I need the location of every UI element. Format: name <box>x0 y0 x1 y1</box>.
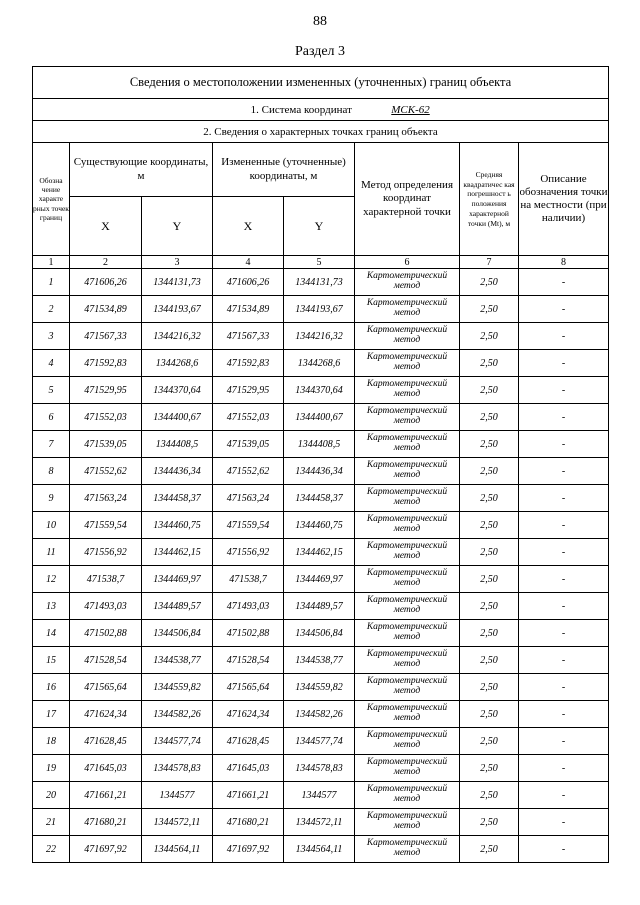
description-cell: - <box>519 485 609 512</box>
column-number: 5 <box>284 256 355 269</box>
method-cell: Картометрический метод <box>355 593 460 620</box>
point-number-cell: 22 <box>33 836 70 863</box>
accuracy-cell: 2,50 <box>460 566 519 593</box>
changed-x-cell: 471563,24 <box>213 485 284 512</box>
page-number: 88 <box>313 14 327 29</box>
changed-x-cell: 471539,05 <box>213 431 284 458</box>
coord-system-value: МСК-62 <box>391 103 430 116</box>
method-cell: Картометрический метод <box>355 836 460 863</box>
existing-y-cell: 1344577,74 <box>142 728 213 755</box>
existing-y-cell: 1344131,73 <box>142 269 213 296</box>
table-row <box>33 269 609 296</box>
changed-x-cell: 471556,92 <box>213 539 284 566</box>
table-row <box>33 458 609 485</box>
header-existing: Существующие координаты, м <box>70 143 213 197</box>
changed-y-cell: 1344408,5 <box>284 431 355 458</box>
changed-y-cell: 1344538,77 <box>284 647 355 674</box>
accuracy-cell: 2,50 <box>460 350 519 377</box>
description-cell: - <box>519 755 609 782</box>
method-cell: Картометрический метод <box>355 431 460 458</box>
description-cell: - <box>519 296 609 323</box>
accuracy-cell: 2,50 <box>460 539 519 566</box>
column-number: 2 <box>70 256 142 269</box>
method-cell: Картометрический метод <box>355 701 460 728</box>
existing-x-cell: 471606,26 <box>70 269 142 296</box>
changed-x-cell: 471493,03 <box>213 593 284 620</box>
changed-x-cell: 471567,33 <box>213 323 284 350</box>
table-row <box>33 701 609 728</box>
changed-x-cell: 471697,92 <box>213 836 284 863</box>
description-cell: - <box>519 701 609 728</box>
changed-x-cell: 471528,54 <box>213 647 284 674</box>
existing-y-cell: 1344216,32 <box>142 323 213 350</box>
existing-y-cell: 1344400,67 <box>142 404 213 431</box>
coord-system-row <box>33 99 609 121</box>
existing-y-cell: 1344506,84 <box>142 620 213 647</box>
accuracy-cell: 2,50 <box>460 431 519 458</box>
changed-x-cell: 471592,83 <box>213 350 284 377</box>
coord-system-label: 1. Система координат <box>250 103 352 116</box>
changed-y-cell: 1344462,15 <box>284 539 355 566</box>
accuracy-cell: 2,50 <box>460 809 519 836</box>
existing-x-cell: 471539,05 <box>70 431 142 458</box>
table-row <box>33 323 609 350</box>
header-method: Метод определения координат характерной точки <box>355 143 460 256</box>
table-row <box>33 485 609 512</box>
description-cell: - <box>519 431 609 458</box>
existing-y-cell: 1344572,11 <box>142 809 213 836</box>
accuracy-cell: 2,50 <box>460 323 519 350</box>
accuracy-cell: 2,50 <box>460 728 519 755</box>
table-title: Сведения о местоположении измененных (уточненных) границ объекта <box>33 67 609 99</box>
existing-x-cell: 471528,54 <box>70 647 142 674</box>
description-cell: - <box>519 782 609 809</box>
point-number-cell: 20 <box>33 782 70 809</box>
header-designation: Обозна чение характе рных точек границ <box>33 143 70 256</box>
column-number: 4 <box>213 256 284 269</box>
accuracy-cell: 2,50 <box>460 755 519 782</box>
changed-y-cell: 1344460,75 <box>284 512 355 539</box>
description-cell: - <box>519 620 609 647</box>
changed-y-cell: 1344458,37 <box>284 485 355 512</box>
column-number: 7 <box>460 256 519 269</box>
description-cell: - <box>519 593 609 620</box>
method-cell: Картометрический метод <box>355 350 460 377</box>
points-heading: 2. Сведения о характерных точках границ объекта <box>33 121 609 143</box>
accuracy-cell: 2,50 <box>460 512 519 539</box>
changed-y-cell: 1344400,67 <box>284 404 355 431</box>
existing-y-cell: 1344538,77 <box>142 647 213 674</box>
existing-y-cell: 1344489,57 <box>142 593 213 620</box>
existing-y-cell: 1344268,6 <box>142 350 213 377</box>
existing-x-cell: 471592,83 <box>70 350 142 377</box>
existing-y-cell: 1344370,64 <box>142 377 213 404</box>
existing-x-cell: 471552,03 <box>70 404 142 431</box>
changed-y-cell: 1344489,57 <box>284 593 355 620</box>
accuracy-cell: 2,50 <box>460 782 519 809</box>
existing-y-cell: 1344582,26 <box>142 701 213 728</box>
existing-x-cell: 471565,64 <box>70 674 142 701</box>
point-number-cell: 13 <box>33 593 70 620</box>
changed-y-cell: 1344216,32 <box>284 323 355 350</box>
existing-x-cell: 471502,88 <box>70 620 142 647</box>
method-cell: Картометрический метод <box>355 728 460 755</box>
method-cell: Картометрический метод <box>355 485 460 512</box>
changed-y-cell: 1344506,84 <box>284 620 355 647</box>
method-cell: Картометрический метод <box>355 512 460 539</box>
changed-y-cell: 1344559,82 <box>284 674 355 701</box>
existing-y-cell: 1344564,11 <box>142 836 213 863</box>
changed-y-cell: 1344582,26 <box>284 701 355 728</box>
table-row <box>33 593 609 620</box>
description-cell: - <box>519 836 609 863</box>
accuracy-cell: 2,50 <box>460 701 519 728</box>
existing-x-cell: 471556,92 <box>70 539 142 566</box>
existing-x-cell: 471567,33 <box>70 323 142 350</box>
accuracy-cell: 2,50 <box>460 593 519 620</box>
table-row <box>33 728 609 755</box>
point-number-cell: 19 <box>33 755 70 782</box>
column-number: 6 <box>355 256 460 269</box>
header-y-existing: Y <box>142 197 213 256</box>
method-cell: Картометрический метод <box>355 323 460 350</box>
changed-x-cell: 471661,21 <box>213 782 284 809</box>
existing-y-cell: 1344408,5 <box>142 431 213 458</box>
point-number-cell: 5 <box>33 377 70 404</box>
description-cell: - <box>519 647 609 674</box>
changed-x-cell: 471552,03 <box>213 404 284 431</box>
description-cell: - <box>519 350 609 377</box>
table-row <box>33 647 609 674</box>
point-number-cell: 1 <box>33 269 70 296</box>
description-cell: - <box>519 458 609 485</box>
existing-y-cell: 1344436,34 <box>142 458 213 485</box>
changed-y-cell: 1344436,34 <box>284 458 355 485</box>
point-number-cell: 16 <box>33 674 70 701</box>
changed-x-cell: 471538,7 <box>213 566 284 593</box>
table-row <box>33 755 609 782</box>
point-number-cell: 18 <box>33 728 70 755</box>
existing-x-cell: 471552,62 <box>70 458 142 485</box>
table-row <box>33 674 609 701</box>
existing-y-cell: 1344460,75 <box>142 512 213 539</box>
accuracy-cell: 2,50 <box>460 674 519 701</box>
point-number-cell: 14 <box>33 620 70 647</box>
method-cell: Картометрический метод <box>355 539 460 566</box>
changed-x-cell: 471680,21 <box>213 809 284 836</box>
table-row <box>33 404 609 431</box>
existing-x-cell: 471559,54 <box>70 512 142 539</box>
existing-y-cell: 1344559,82 <box>142 674 213 701</box>
description-cell: - <box>519 566 609 593</box>
changed-x-cell: 471534,89 <box>213 296 284 323</box>
existing-x-cell: 471697,92 <box>70 836 142 863</box>
header-description: Описание обозначения точки на местности (при наличии) <box>519 143 609 256</box>
changed-y-cell: 1344131,73 <box>284 269 355 296</box>
changed-y-cell: 1344469,97 <box>284 566 355 593</box>
accuracy-cell: 2,50 <box>460 836 519 863</box>
table-row <box>33 539 609 566</box>
existing-x-cell: 471493,03 <box>70 593 142 620</box>
changed-x-cell: 471628,45 <box>213 728 284 755</box>
existing-x-cell: 471628,45 <box>70 728 142 755</box>
existing-x-cell: 471563,24 <box>70 485 142 512</box>
existing-x-cell: 471538,7 <box>70 566 142 593</box>
existing-y-cell: 1344469,97 <box>142 566 213 593</box>
table-row <box>33 350 609 377</box>
method-cell: Картометрический метод <box>355 620 460 647</box>
existing-x-cell: 471645,03 <box>70 755 142 782</box>
method-cell: Картометрический метод <box>355 647 460 674</box>
header-accuracy: Средняя квадратичес кая погрешност ь положения характерной точки (Mt), м <box>460 143 519 256</box>
section-title: Раздел 3 <box>294 44 346 59</box>
accuracy-cell: 2,50 <box>460 404 519 431</box>
changed-x-cell: 471624,34 <box>213 701 284 728</box>
description-cell: - <box>519 674 609 701</box>
changed-y-cell: 1344370,64 <box>284 377 355 404</box>
point-number-cell: 21 <box>33 809 70 836</box>
table-row <box>33 431 609 458</box>
method-cell: Картометрический метод <box>355 809 460 836</box>
point-number-cell: 8 <box>33 458 70 485</box>
existing-y-cell: 1344193,67 <box>142 296 213 323</box>
table-row <box>33 377 609 404</box>
accuracy-cell: 2,50 <box>460 377 519 404</box>
method-cell: Картометрический метод <box>355 566 460 593</box>
changed-x-cell: 471645,03 <box>213 755 284 782</box>
description-cell: - <box>519 377 609 404</box>
changed-x-cell: 471565,64 <box>213 674 284 701</box>
point-number-cell: 12 <box>33 566 70 593</box>
point-number-cell: 3 <box>33 323 70 350</box>
description-cell: - <box>519 323 609 350</box>
boundary-points-table <box>32 66 609 863</box>
method-cell: Картометрический метод <box>355 755 460 782</box>
description-cell: - <box>519 728 609 755</box>
description-cell: - <box>519 404 609 431</box>
table-row <box>33 782 609 809</box>
changed-x-cell: 471606,26 <box>213 269 284 296</box>
column-number: 1 <box>33 256 70 269</box>
point-number-cell: 9 <box>33 485 70 512</box>
existing-y-cell: 1344462,15 <box>142 539 213 566</box>
method-cell: Картометрический метод <box>355 674 460 701</box>
point-number-cell: 6 <box>33 404 70 431</box>
changed-y-cell: 1344577,74 <box>284 728 355 755</box>
point-number-cell: 4 <box>33 350 70 377</box>
header-y-changed: Y <box>284 197 355 256</box>
existing-x-cell: 471534,89 <box>70 296 142 323</box>
accuracy-cell: 2,50 <box>460 647 519 674</box>
header-x-changed: X <box>213 197 284 256</box>
point-number-cell: 2 <box>33 296 70 323</box>
table-row <box>33 296 609 323</box>
header-changed: Измененные (уточненные) координаты, м <box>213 143 355 197</box>
table-row <box>33 620 609 647</box>
table-row <box>33 809 609 836</box>
description-cell: - <box>519 539 609 566</box>
changed-y-cell: 1344564,11 <box>284 836 355 863</box>
method-cell: Картометрический метод <box>355 404 460 431</box>
accuracy-cell: 2,50 <box>460 458 519 485</box>
column-number: 8 <box>519 256 609 269</box>
method-cell: Картометрический метод <box>355 782 460 809</box>
existing-x-cell: 471661,21 <box>70 782 142 809</box>
column-number: 3 <box>142 256 213 269</box>
changed-y-cell: 1344193,67 <box>284 296 355 323</box>
point-number-cell: 10 <box>33 512 70 539</box>
changed-x-cell: 471552,62 <box>213 458 284 485</box>
description-cell: - <box>519 269 609 296</box>
point-number-cell: 7 <box>33 431 70 458</box>
changed-y-cell: 1344268,6 <box>284 350 355 377</box>
description-cell: - <box>519 512 609 539</box>
changed-x-cell: 471529,95 <box>213 377 284 404</box>
accuracy-cell: 2,50 <box>460 269 519 296</box>
header-x-existing: X <box>70 197 142 256</box>
changed-x-cell: 471502,88 <box>213 620 284 647</box>
changed-y-cell: 1344572,11 <box>284 809 355 836</box>
method-cell: Картометрический метод <box>355 377 460 404</box>
existing-x-cell: 471529,95 <box>70 377 142 404</box>
changed-y-cell: 1344578,83 <box>284 755 355 782</box>
column-numbers-row <box>33 256 609 269</box>
point-number-cell: 17 <box>33 701 70 728</box>
description-cell: - <box>519 809 609 836</box>
point-number-cell: 15 <box>33 647 70 674</box>
method-cell: Картометрический метод <box>355 296 460 323</box>
method-cell: Картометрический метод <box>355 269 460 296</box>
existing-x-cell: 471680,21 <box>70 809 142 836</box>
method-cell: Картометрический метод <box>355 458 460 485</box>
changed-x-cell: 471559,54 <box>213 512 284 539</box>
accuracy-cell: 2,50 <box>460 485 519 512</box>
table-row <box>33 512 609 539</box>
existing-x-cell: 471624,34 <box>70 701 142 728</box>
accuracy-cell: 2,50 <box>460 296 519 323</box>
accuracy-cell: 2,50 <box>460 620 519 647</box>
existing-y-cell: 1344577 <box>142 782 213 809</box>
point-number-cell: 11 <box>33 539 70 566</box>
existing-y-cell: 1344578,83 <box>142 755 213 782</box>
changed-y-cell: 1344577 <box>284 782 355 809</box>
existing-y-cell: 1344458,37 <box>142 485 213 512</box>
table-row <box>33 566 609 593</box>
table-row <box>33 836 609 863</box>
